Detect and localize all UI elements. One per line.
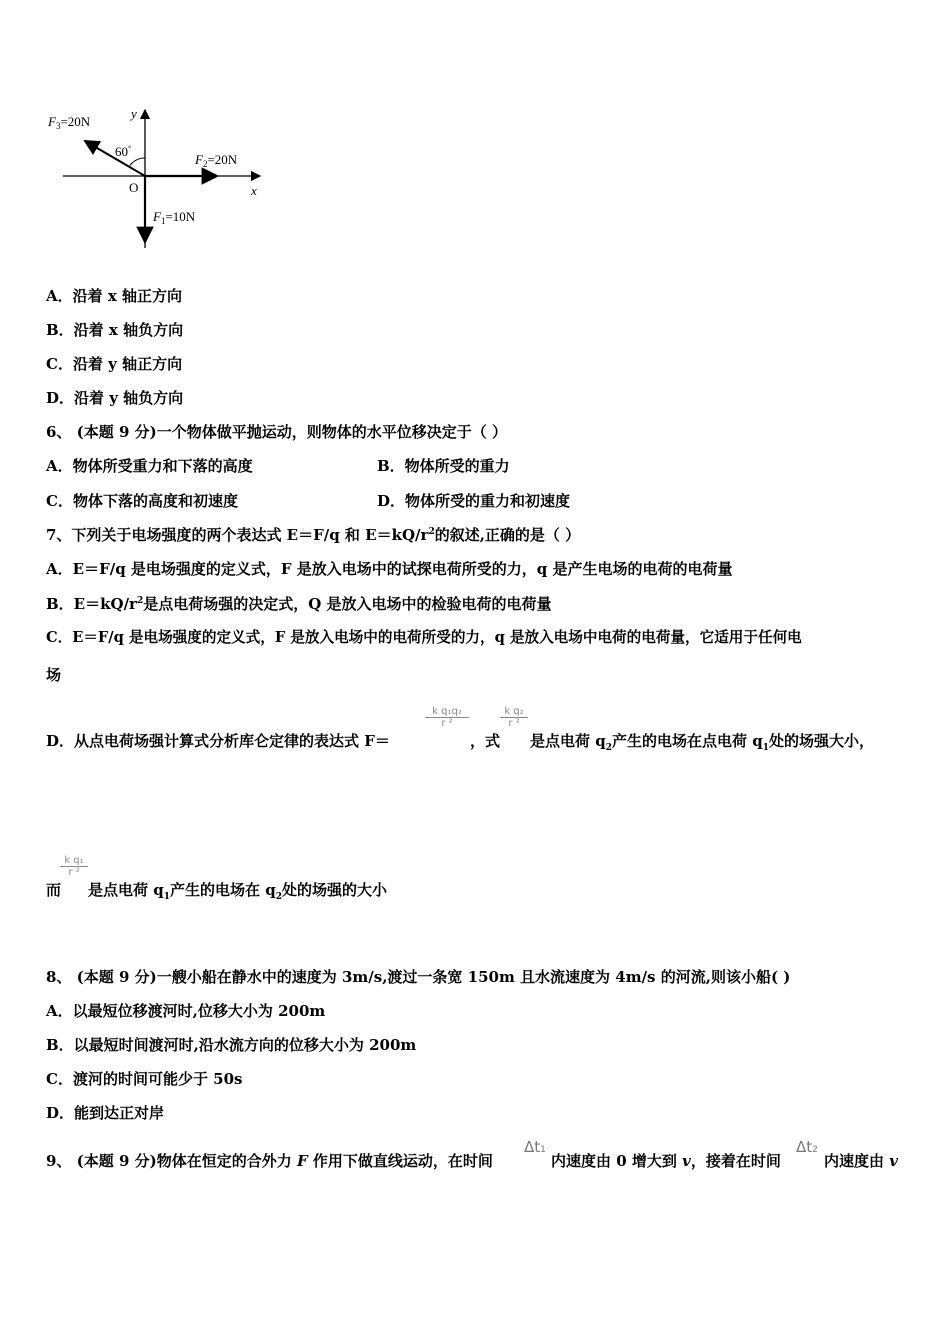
q7-stem: 7、下列关于电场强度的两个表达式 E＝F/q 和 $E=kQ/r^2$的叙述,正确的是（ ） (46, 526, 581, 544)
q8-option-a: A．以最短位移渡河时,位移大小为 200m (46, 1002, 326, 1020)
q8-option-b: B．以最短时间渡河时,沿水流方向的位移大小为 200m (46, 1036, 417, 1054)
q8-option-c: C．渡河的时间可能少于 50s (46, 1070, 243, 1088)
q5-option-c: C．沿着 y 轴正方向 (46, 355, 183, 373)
q7-option-d-part2: ，式 (470, 732, 501, 750)
q9-stem-part2: 内速度由 0 增大到 v，接着在时间 (551, 1152, 781, 1170)
q9-stem-part1: 9、 (本题 9 分)物体在恒定的合外力 F 作用下做直线运动，在时间 (46, 1152, 493, 1170)
y-axis-label: y (131, 106, 137, 121)
angle-arc (129, 158, 145, 167)
q8-stem: 8、 (本题 9 分)一艘小船在静水中的速度为 3m/s,渡过一条宽 150m 且水流速度为 4m/s 的河流,则该小船( ) (46, 968, 791, 986)
q6-stem: 6、 (本题 9 分)一个物体做平抛运动，则物体的水平位移决定于（ ） (46, 423, 507, 441)
q7-option-b: B．$E=kQ/r^2$是点电荷场强的决定式，Q 是放入电场中的检验电荷的电荷量 (46, 595, 552, 613)
q7-option-c-cont: 场 (46, 666, 62, 684)
q6-option-a: A．物体所受重力和下落的高度 (46, 457, 253, 475)
q6-option-c: C．物体下落的高度和初速度 (46, 492, 238, 510)
field-formula-q2: $\frac{\text{k q₂}}{\text{r ²}}$ (500, 706, 528, 729)
q7-option-a: A．E＝F/q 是电场强度的定义式，F 是放入电场中的试探电荷所受的力，q 是产生电场的电荷的电荷量 (46, 560, 733, 578)
q6-option-b: B．物体所受的重力 (377, 457, 510, 475)
coulomb-formula: $\frac{\text{k q₁q₂}}{\text{r ²}}$ (425, 706, 469, 729)
q7-option-d-part1: D．从点电荷场强计算式分析库仑定律的表达式 F＝ (46, 732, 390, 750)
f1-label: $F_1=10N$ (153, 209, 196, 226)
q7-option-d-cont: 是点电荷 $q_1$产生的电场在 $q_2$处的场强的大小 (88, 881, 387, 902)
f3-label: $F_3=20N$ (48, 114, 91, 131)
q9-stem-part3: 内速度由 v (824, 1152, 898, 1170)
q5-option-a: A．沿着 x 轴正方向 (46, 287, 183, 305)
q5-option-b: B．沿着 x 轴负方向 (46, 321, 184, 339)
q6-option-d: D．物体所受的重力和初速度 (377, 492, 571, 510)
angle-label: 60° (115, 144, 132, 159)
q7-option-d-part3: 是点电荷 $q_2$产生的电场在点电荷 $q_1$处的场强大小， (530, 732, 874, 753)
force-diagram (45, 100, 275, 255)
x-axis-label: x (251, 183, 257, 198)
origin-label: O (129, 180, 139, 195)
q5-option-d: D．沿着 y 轴负方向 (46, 389, 184, 407)
field-formula-q1: $\frac{\text{k q₁}}{\text{r ²}}$ (60, 855, 88, 878)
q7-option-d-cont-pre: 而 (46, 881, 62, 899)
delta-t2: Δt2 (796, 1138, 818, 1156)
delta-t1: Δt1 (524, 1138, 546, 1156)
q8-option-d: D．能到达正对岸 (46, 1104, 165, 1122)
q7-option-c: C．E＝F/q 是电场强度的定义式，F 是放入电场中的电荷所受的力，q 是放入电场中电荷的电荷量，它适用于任何电 (46, 629, 802, 646)
f2-label: $F_2=20N$ (195, 152, 238, 169)
